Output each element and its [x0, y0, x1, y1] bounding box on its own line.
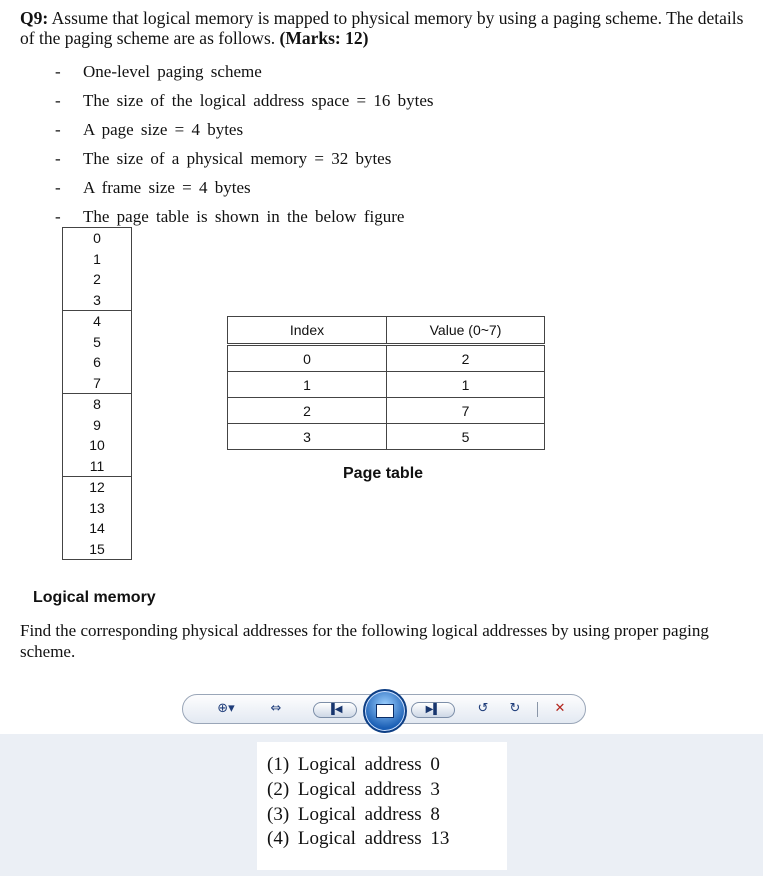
value-cell: 1	[387, 372, 545, 398]
question-text	[20, 8, 762, 48]
memory-cell: 4	[93, 313, 101, 329]
question-marks: (Marks: 12)	[279, 28, 369, 48]
question-number: Q9:	[20, 8, 49, 28]
list-item: (2) Logical address 3	[267, 779, 440, 800]
memory-cell: 11	[89, 457, 105, 474]
memory-cell: 10	[89, 437, 105, 453]
rotate-counterclockwise-icon[interactable]: ↺	[477, 701, 489, 716]
bullet-text: The page table is shown in the below figure	[83, 207, 405, 226]
table-row	[228, 424, 545, 450]
instruction-text: Find the corresponding physical addresses for the following logical addresses by using proper paging scheme.	[20, 621, 709, 661]
bullet-text: A page size = 4 bytes	[83, 120, 244, 139]
memory-cell: 3	[93, 291, 101, 308]
column-header-value: Value (0~7)	[387, 317, 545, 345]
question-body: Assume that logical memory is mapped to physical memory by using a paging scheme. The details of the paging scheme are as follows.	[20, 8, 744, 48]
list-item: (3) Logical address 8	[267, 804, 440, 825]
list-item: (4) Logical address 13	[267, 828, 450, 849]
memory-cell: 1	[93, 250, 101, 267]
index-cell: 1	[228, 372, 387, 398]
logical-page-block	[63, 394, 131, 477]
value-cell: 5	[387, 424, 545, 450]
logical-memory-diagram	[62, 227, 132, 560]
value-cell: 2	[387, 345, 545, 372]
logical-page-block	[63, 477, 131, 559]
table-row	[228, 372, 545, 398]
previous-button[interactable]: ▐◀	[313, 702, 357, 718]
memory-cell: 2	[93, 271, 101, 287]
table-header-row	[228, 317, 545, 345]
index-cell: 3	[228, 424, 387, 450]
delete-icon[interactable]: ✕	[554, 701, 566, 716]
memory-cell: 13	[89, 499, 105, 516]
image-viewer-toolbar	[182, 694, 586, 724]
slideshow-icon	[376, 704, 394, 718]
bullet-text: One-level paging scheme	[83, 62, 262, 81]
table-row	[228, 345, 545, 372]
page-table-caption: Page table	[343, 465, 424, 482]
list-item: (1) Logical address 0	[267, 754, 440, 775]
answer-list	[257, 742, 507, 870]
logical-page-block	[63, 311, 131, 394]
memory-cell: 12	[89, 479, 105, 495]
fit-window-icon[interactable]: ⇔	[270, 701, 282, 716]
memory-cell: 0	[93, 230, 101, 246]
bullet-text: The size of the logical address space = 16 bytes	[83, 91, 434, 110]
slideshow-button[interactable]	[363, 689, 407, 733]
next-button[interactable]: ▶▌	[411, 702, 455, 718]
logical-page-block	[63, 228, 131, 311]
logical-memory-caption: Logical memory	[33, 589, 156, 606]
memory-cell: 5	[93, 333, 101, 350]
memory-cell: 9	[93, 416, 101, 433]
zoom-icon[interactable]: ⊕▾	[217, 701, 235, 716]
memory-cell: 15	[89, 540, 105, 557]
table-row	[228, 398, 545, 424]
rotate-clockwise-icon[interactable]: ↻	[509, 701, 521, 716]
index-cell: 0	[228, 345, 387, 372]
value-cell: 7	[387, 398, 545, 424]
page-table	[227, 316, 545, 450]
index-cell: 2	[228, 398, 387, 424]
memory-cell: 7	[93, 374, 101, 391]
bullet-text: The size of a physical memory = 32 bytes	[83, 149, 392, 168]
memory-cell: 8	[93, 396, 101, 412]
column-header-index: Index	[228, 317, 387, 345]
memory-cell: 6	[93, 354, 101, 370]
toolbar-divider	[537, 702, 538, 717]
memory-cell: 14	[89, 520, 105, 536]
bullet-text: A frame size = 4 bytes	[83, 178, 251, 197]
